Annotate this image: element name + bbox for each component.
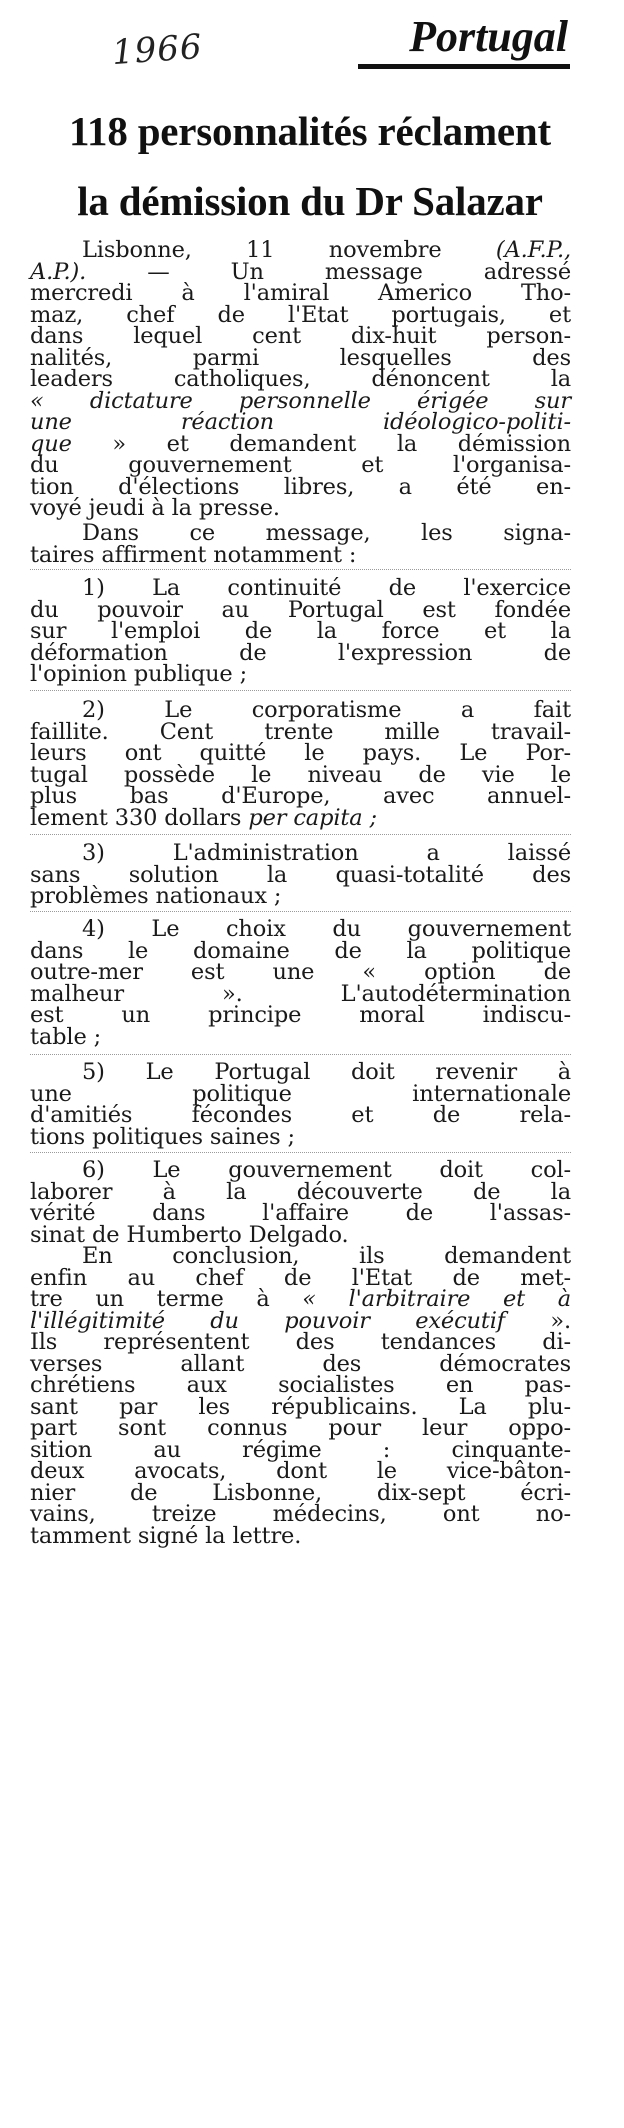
quoted-text-fragment: « l'arbitraire et à bbox=[302, 1286, 571, 1312]
text-line: taires affirment notamment : bbox=[30, 541, 357, 568]
conclusion-paragraph bbox=[30, 1243, 571, 1549]
text-line: du pouvoir au Portugal est fondée bbox=[30, 596, 571, 623]
text-line: leaders catholiques, dénoncent la bbox=[30, 366, 571, 392]
text-line: sinat de Humberto Delgado. bbox=[30, 1221, 349, 1248]
text-line: vérité dans l'affaire de l'assas- bbox=[30, 1200, 571, 1226]
text-line: chrétiens aux socialistes en pas- bbox=[30, 1372, 571, 1398]
text-line: verses allant des démocrates bbox=[30, 1350, 571, 1377]
quoted-text-fragment: l'illégitimité du pouvoir exécutif bbox=[30, 1307, 505, 1334]
text-fragment: » et demandent la démission bbox=[112, 430, 571, 457]
text-line: leurs ont quitté le pays. Le Por- bbox=[30, 740, 571, 766]
text-fragment: ». bbox=[550, 1307, 571, 1334]
quoted-text-line: « dictature personnelle érigée sur bbox=[30, 387, 571, 414]
text-line: tamment signé la lettre. bbox=[30, 1522, 302, 1549]
text-line: vains, treize médecins, ont no- bbox=[30, 1501, 571, 1527]
text-line: l'opinion publique ; bbox=[30, 661, 248, 687]
headline bbox=[30, 96, 590, 236]
text-line: mercredi à l'amiral Americo Tho- bbox=[30, 280, 571, 306]
text-fragment: tre un terme à bbox=[30, 1286, 270, 1312]
text-line: Ils représentent des tendances di- bbox=[30, 1329, 571, 1355]
text-line: part sont connus pour leur oppo- bbox=[30, 1415, 571, 1441]
item-divider bbox=[30, 911, 571, 912]
dateline: Lisbonne, 11 novembre bbox=[82, 237, 442, 263]
text-line: voyé jeudi à la presse. bbox=[30, 495, 280, 521]
text-line: est un principe moral indiscu- bbox=[30, 1002, 571, 1028]
text-fragment: — Un message adressé bbox=[147, 258, 571, 285]
lead-paragraph bbox=[30, 237, 571, 521]
intro-paragraph bbox=[30, 520, 571, 568]
item-divider bbox=[30, 690, 571, 691]
text-line: maz, chef de l'Etat portugais, et bbox=[30, 301, 571, 328]
text-line: du gouvernement et l'organisa- bbox=[30, 452, 571, 478]
text-line: Dans ce message, les signa- bbox=[82, 520, 571, 546]
text-line: outre-mer est une « option de bbox=[30, 959, 571, 985]
demand-item-4 bbox=[30, 916, 571, 1050]
text-line: sur l'emploi de la force et la bbox=[30, 618, 571, 644]
text-line: tugal possède le niveau de vie le bbox=[30, 761, 571, 788]
text-line: 2) Le corporatisme a fait bbox=[82, 697, 571, 723]
text-line: 3) L'administration a laissé bbox=[82, 840, 571, 866]
text-line: sition au régime : cinquante- bbox=[30, 1436, 571, 1463]
headline-line-1: 118 personnalités réclament bbox=[69, 108, 551, 154]
text-line: problèmes nationaux ; bbox=[30, 883, 282, 909]
text-line: table ; bbox=[30, 1023, 102, 1050]
demand-item-3 bbox=[30, 840, 571, 909]
italic-fragment: per capita ; bbox=[248, 804, 377, 831]
text-line: dans le domaine de la politique bbox=[30, 937, 571, 964]
text-line: 4) Le choix du gouvernement bbox=[82, 916, 571, 942]
text-line: nalités, parmi lesquelles des bbox=[30, 344, 571, 371]
handwritten-year-annotation: 1966 bbox=[110, 26, 204, 74]
text-line: faillite. Cent trente mille travail- bbox=[30, 718, 571, 745]
text-line: d'amitiés fécondes et de rela- bbox=[30, 1102, 571, 1128]
headline-line-2: la démission du Dr Salazar bbox=[77, 178, 543, 224]
news-agencies: (A.F.P., bbox=[495, 237, 571, 263]
text-line: tions politiques saines ; bbox=[30, 1123, 295, 1150]
text-line: En conclusion, ils demandent bbox=[82, 1243, 571, 1269]
text-line: enfin au chef de l'Etat de met- bbox=[30, 1264, 571, 1291]
text-line: laborer à la découverte de la bbox=[30, 1178, 571, 1205]
text-line: 5) Le Portugal doit revenir à bbox=[82, 1059, 571, 1085]
text-line: tion d'élections libres, a été en- bbox=[30, 473, 571, 500]
item-divider bbox=[30, 1152, 571, 1153]
text-line bbox=[30, 804, 571, 831]
item-divider bbox=[30, 569, 571, 570]
section-title: Portugal bbox=[409, 12, 568, 61]
item-divider bbox=[30, 1054, 571, 1055]
text-line: dans lequel cent dix-huit person- bbox=[30, 323, 571, 349]
demand-item-6 bbox=[30, 1157, 571, 1248]
text-fragment: lement 330 dollars bbox=[30, 804, 242, 831]
section-underline bbox=[358, 64, 570, 69]
text-line: 6) Le gouvernement doit col- bbox=[82, 1157, 571, 1183]
text-line: 1) La continuité de l'exercice bbox=[82, 575, 571, 601]
text-line: une politique internationale bbox=[30, 1080, 571, 1107]
text-line: deux avocats, dont le vice-bâton- bbox=[30, 1458, 571, 1484]
item-divider bbox=[30, 834, 571, 835]
quoted-text-line: une réaction idéologico-politi- bbox=[30, 409, 571, 435]
text-line: déformation de l'expression de bbox=[30, 639, 571, 666]
demand-item-2 bbox=[30, 697, 571, 831]
demand-item-5 bbox=[30, 1059, 571, 1150]
text-line: malheur ». L'autodétermination bbox=[30, 980, 571, 1007]
text-line: plus bas d'Europe, avec annuel- bbox=[30, 783, 571, 809]
text-line: nier de Lisbonne, dix-sept écri- bbox=[30, 1479, 571, 1506]
news-agencies-cont: A.P.). bbox=[30, 258, 87, 285]
quoted-text-fragment: que bbox=[30, 430, 72, 457]
text-line: sant par les républicains. La plu- bbox=[30, 1393, 571, 1420]
text-line: sans solution la quasi-totalité des bbox=[30, 861, 571, 888]
demand-item-1 bbox=[30, 575, 571, 687]
